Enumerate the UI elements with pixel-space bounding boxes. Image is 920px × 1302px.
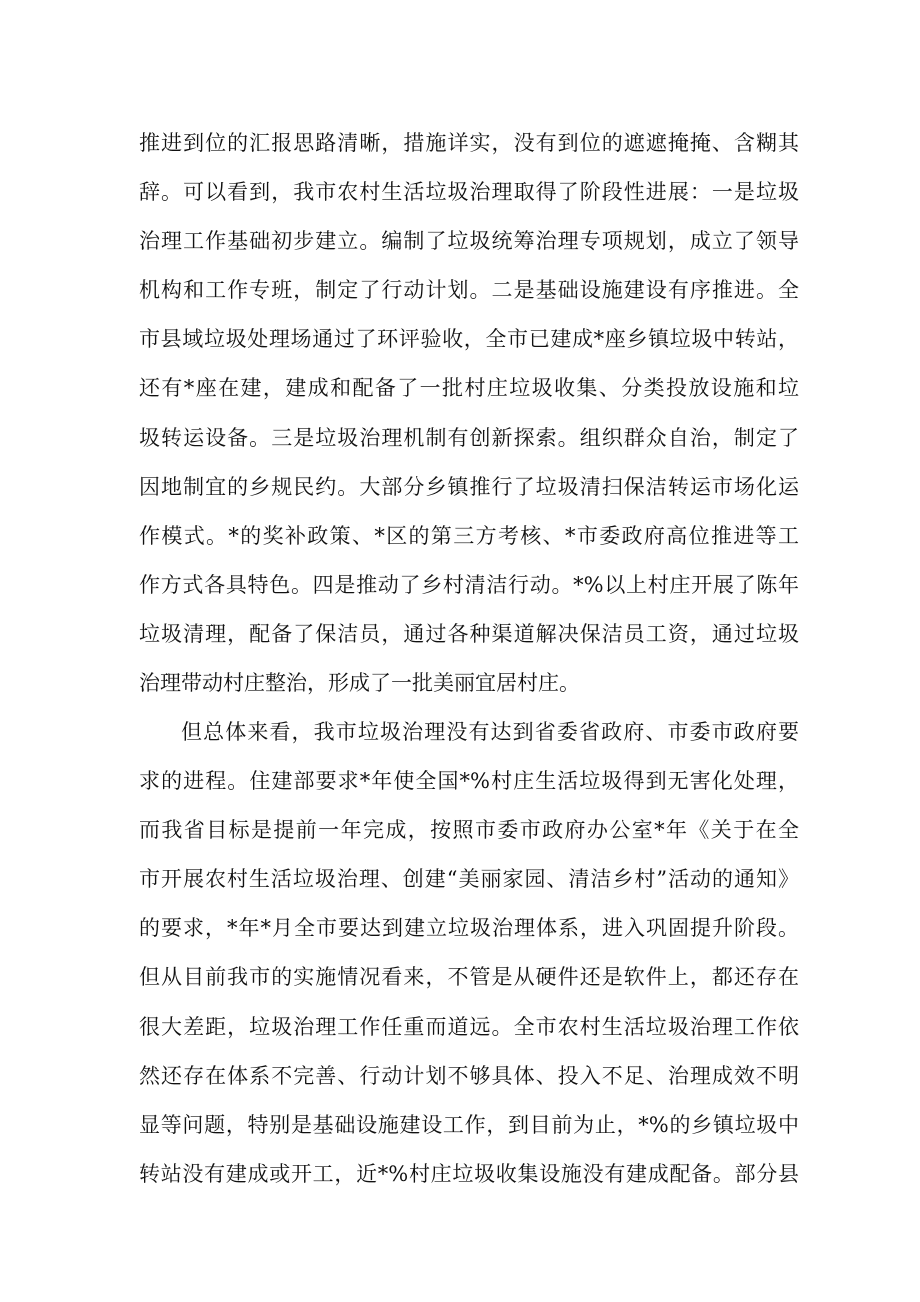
paragraph-progress [139, 119, 799, 708]
text-line: 转站没有建成或开工，近*%村庄垃圾收集设施没有建成配备。部分县 [139, 1161, 799, 1186]
text-line: 垃圾清理，配备了保洁员，通过各种渠道解决保洁员工资，通过垃圾 [139, 621, 799, 646]
text-line: 求的进程。住建部要求*年使全国*%村庄生活垃圾得到无害化处理， [139, 769, 799, 794]
text-line: 圾转运设备。三是垃圾治理机制有创新探索。组织群众自治，制定了 [139, 425, 799, 450]
text-line: 因地制宜的乡规民约。大部分乡镇推行了垃圾清扫保洁转运市场化运 [139, 474, 799, 499]
text-line: 但总体来看，我市垃圾治理没有达到省委省政府、市委市政府要 [181, 720, 799, 744]
text-line: 显等问题，特别是基础设施建设工作，到目前为止，*%的乡镇垃圾中 [139, 1112, 799, 1137]
paragraph-gaps [139, 708, 799, 1199]
text-line: 治理带动村庄整治，形成了一批美丽宜居村庄。 [139, 671, 580, 696]
text-line: 还有*座在建，建成和配备了一批村庄垃圾收集、分类投放设施和垃 [139, 376, 799, 401]
text-line: 推进到位的汇报思路清晰，措施详实，没有到位的遮遮掩掩、含糊其 [139, 131, 799, 155]
text-line: 很大差距，垃圾治理工作任重而道远。全市农村生活垃圾治理工作依 [139, 1014, 799, 1039]
text-line: 辞。可以看到，我市农村生活垃圾治理取得了阶段性进展：一是垃圾 [139, 180, 799, 205]
text-line: 治理工作基础初步建立。编制了垃圾统筹治理专项规划，成立了领导 [139, 229, 799, 254]
text-line: 而我省目标是提前一年完成，按照市委市政府办公室*年《关于在全 [139, 818, 799, 843]
text-line: 的要求，*年*月全市要达到建立垃圾治理体系，进入巩固提升阶段。 [139, 916, 799, 941]
text-line: 市县域垃圾处理场通过了环评验收，全市已建成*座乡镇垃圾中转站， [139, 327, 799, 352]
text-line: 但从目前我市的实施情况看来，不管是从硬件还是软件上，都还存在 [139, 965, 799, 990]
text-line: 市开展农村生活垃圾治理、创建“美丽家园、清洁乡村”活动的通知》 [139, 867, 799, 892]
text-line: 作方式各具特色。四是推动了乡村清洁行动。*%以上村庄开展了陈年 [139, 572, 799, 597]
text-line: 机构和工作专班，制定了行动计划。二是基础设施建设有序推进。全 [139, 278, 799, 303]
text-line: 作模式。*的奖补政策、*区的第三方考核、*市委政府高位推进等工 [139, 523, 799, 548]
text-line: 然还存在体系不完善、行动计划不够具体、投入不足、治理成效不明 [139, 1063, 799, 1088]
